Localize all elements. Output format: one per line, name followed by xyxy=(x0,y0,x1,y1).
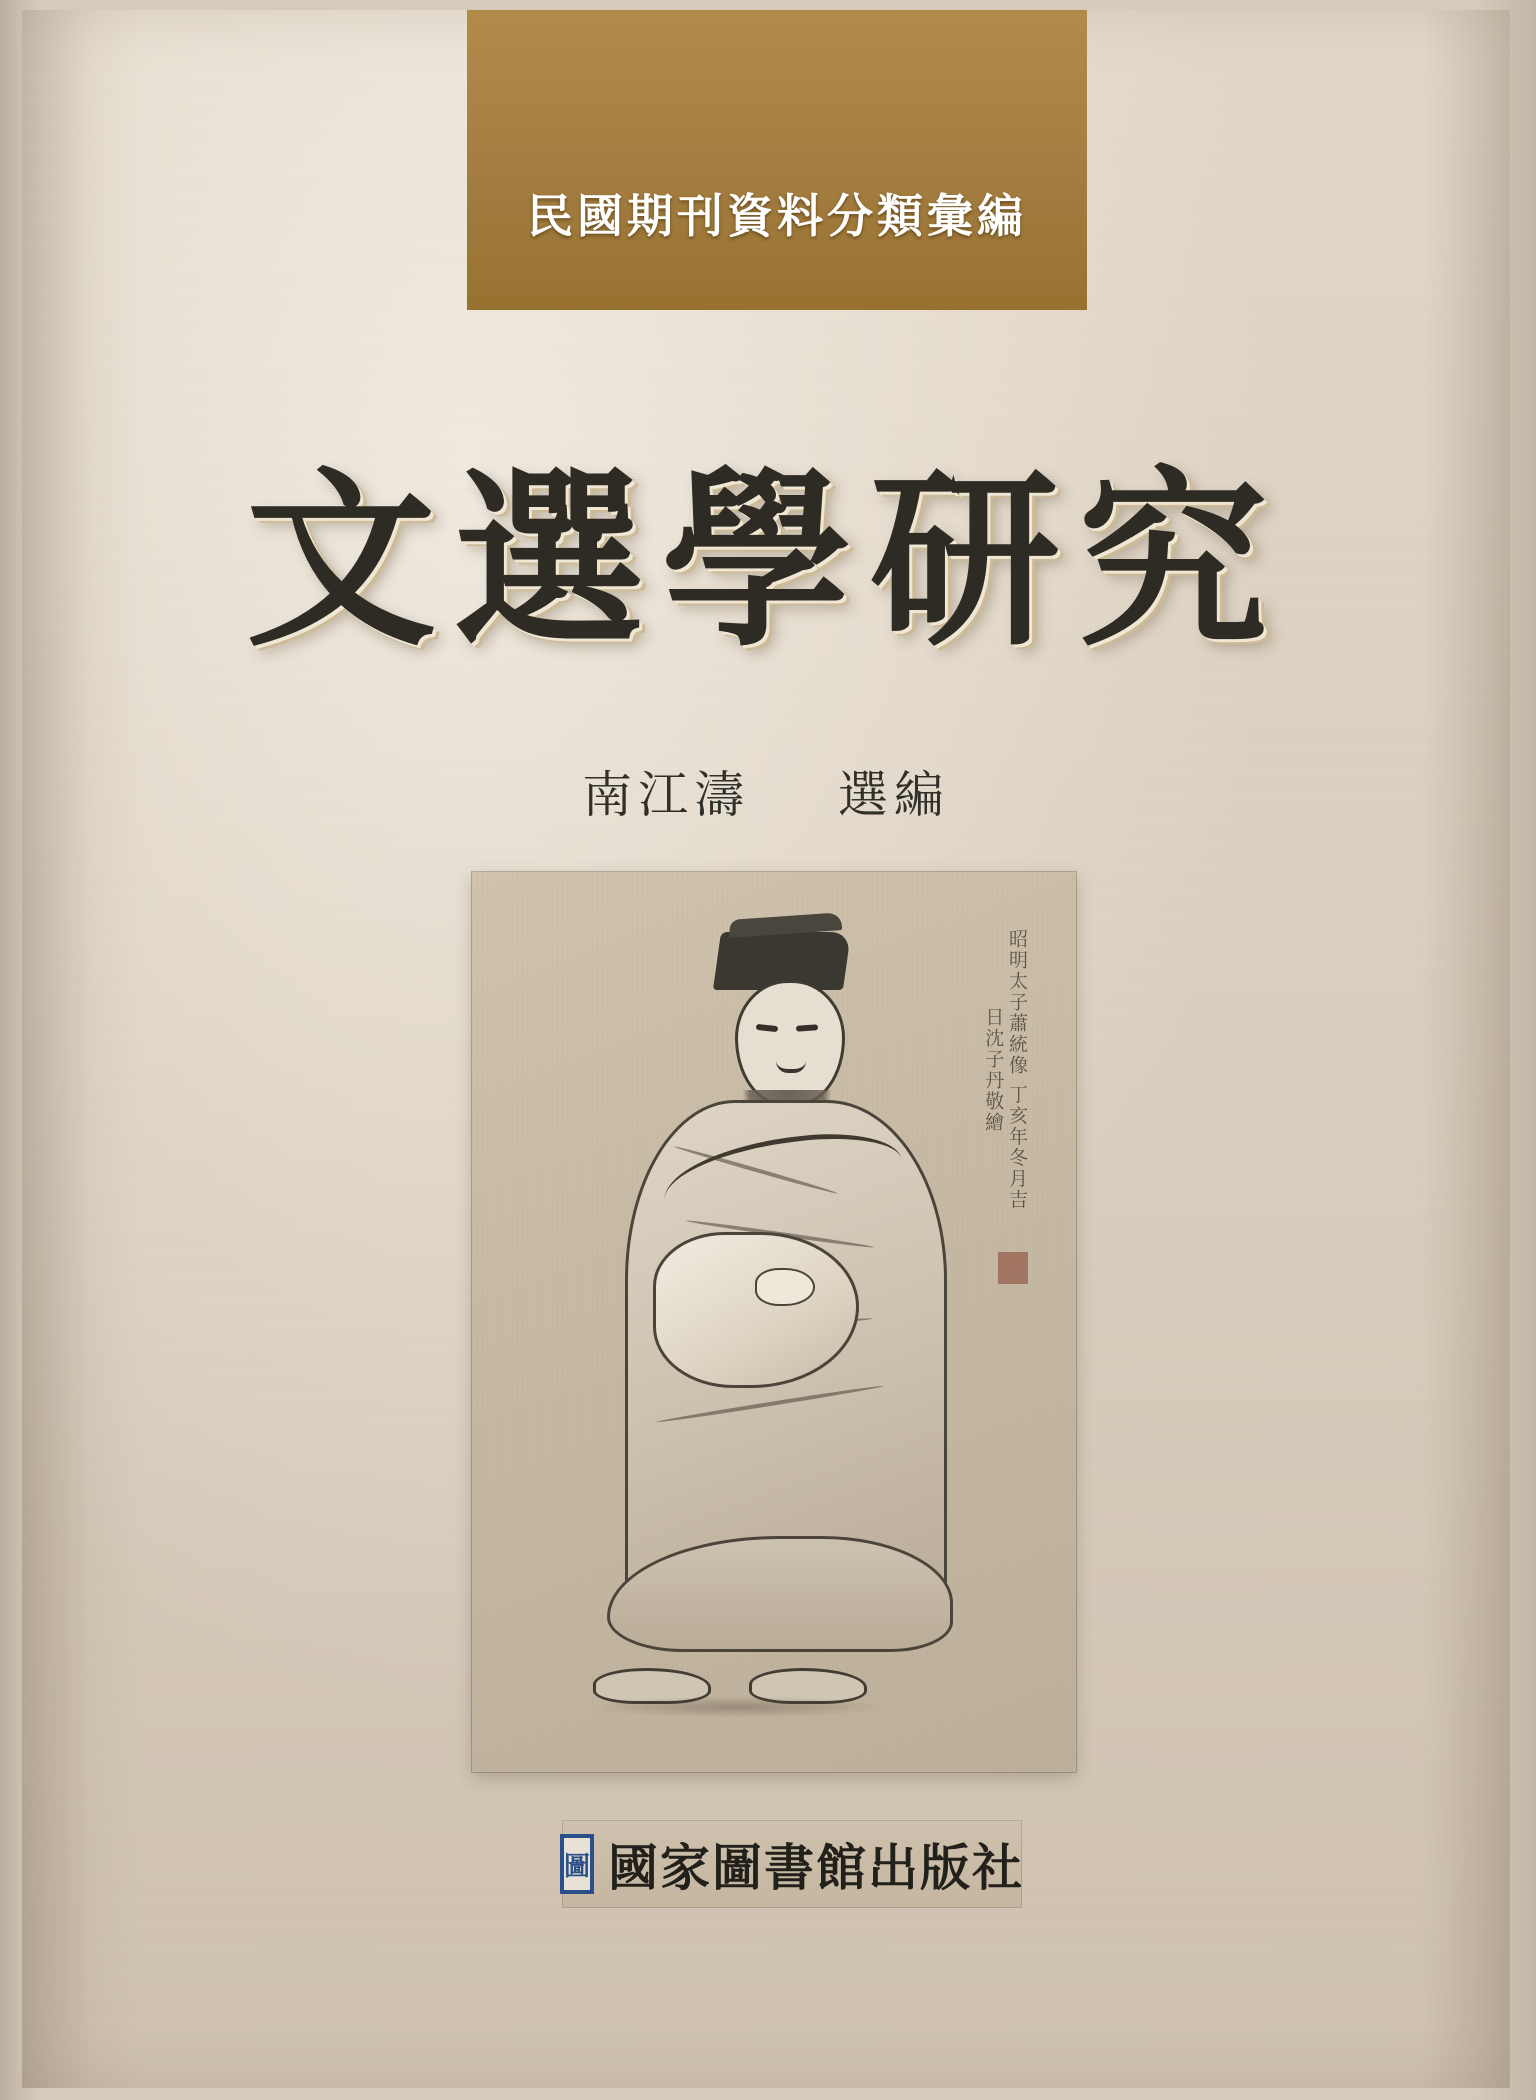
book-title: 文選學研究 xyxy=(245,451,1286,672)
figure-mouth xyxy=(776,1061,806,1073)
series-banner xyxy=(467,10,1087,310)
series-banner-fill xyxy=(467,10,1087,310)
right-edge-shading xyxy=(1420,10,1510,2088)
cover-illustration-plate xyxy=(472,872,1076,1772)
editor-role: 選編 xyxy=(837,766,950,824)
publisher-logo-icon: 圖 xyxy=(560,1834,594,1894)
figure-head xyxy=(735,980,845,1106)
illustration-inscription-text: 昭明太子蕭統像 丁亥年冬月吉日沈子丹敬繪 xyxy=(982,929,1028,1211)
series-title-text: 民國期刊資料分類彙編 xyxy=(527,189,1027,243)
illustration-seal-icon xyxy=(998,1252,1028,1284)
editor-name: 南江濤 xyxy=(582,766,751,824)
figure-hands xyxy=(755,1268,815,1306)
left-gutter-shading xyxy=(22,10,142,2088)
scholar-figure-illustration xyxy=(567,932,987,1722)
cover-sheet xyxy=(22,10,1510,2088)
figure-eye-left xyxy=(756,1024,779,1032)
figure-eye-right xyxy=(796,1024,818,1032)
byline xyxy=(22,755,1510,827)
publisher-block xyxy=(562,1820,1025,1908)
publisher-name: 國家圖書館出版社 xyxy=(608,1839,1025,1897)
figure-ground-shadow xyxy=(587,1696,887,1718)
